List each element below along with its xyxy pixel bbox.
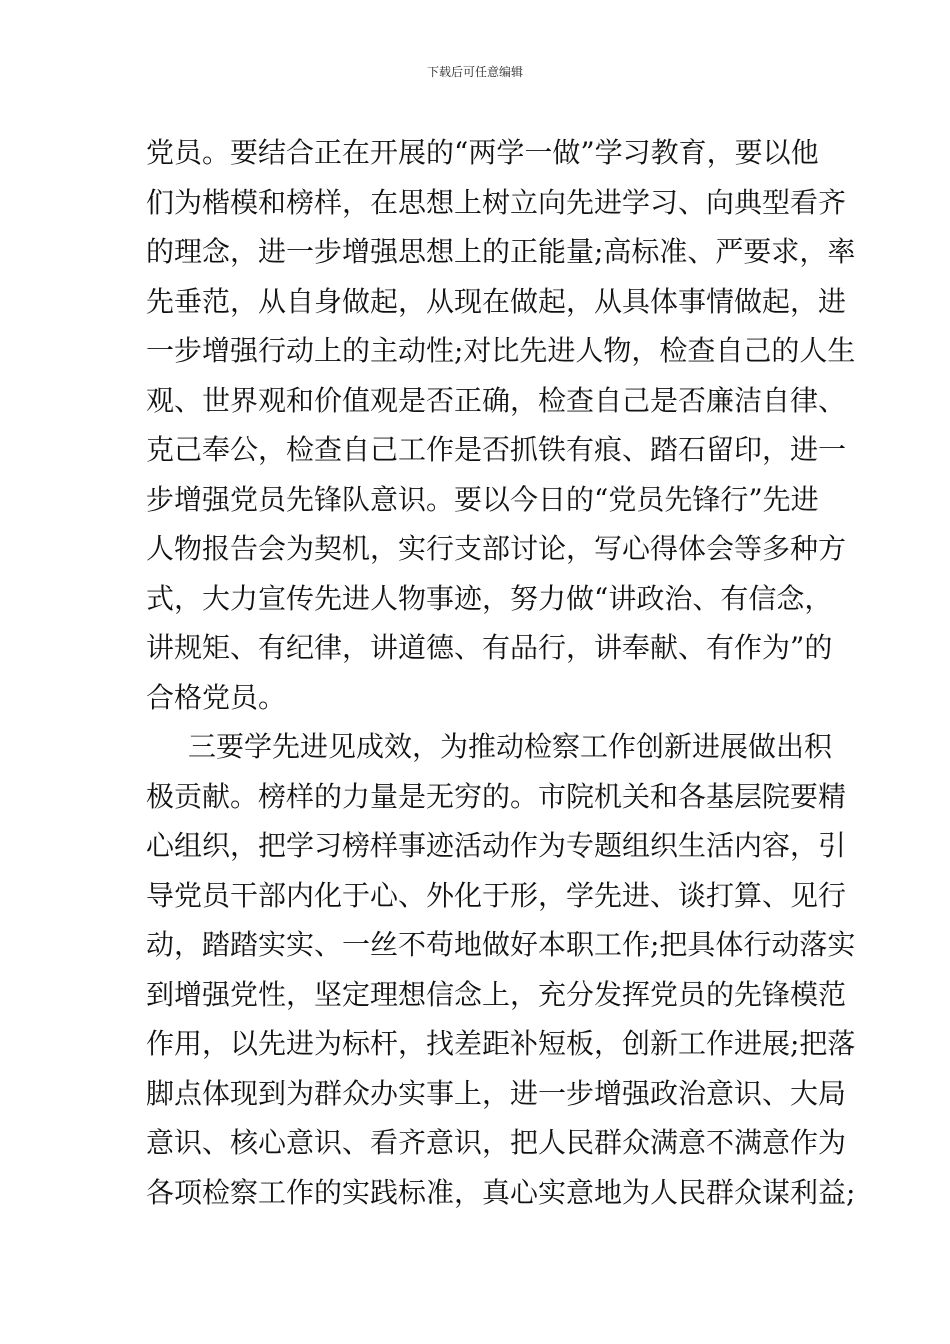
- paragraph-first-line: 三要学先进见成效，为推动检察工作创新进展做出积: [188, 730, 833, 763]
- text-line: 意识、核心意识、看齐意识，把人民群众满意不满意作为: [146, 1126, 847, 1159]
- text-line: 克己奉公，检查自己工作是否抓铁有痕、踏石留印，进一: [146, 433, 847, 466]
- text-line: 一步增强行动上的主动性;对比先进人物，检查自己的人生: [146, 334, 856, 367]
- text-line: 作用，以先进为标杆，找差距补短板，创新工作进展;把落: [146, 1027, 856, 1060]
- text-line: 党员。要结合正在开展的“两学一做”学习教育，要以他: [146, 136, 819, 169]
- text-line: 脚点体现到为群众办实事上，进一步增强政治意识、大局: [146, 1076, 847, 1110]
- text-line: 们为楷模和榜样，在思想上树立向先进学习、向典型看齐: [146, 185, 847, 219]
- text-line: 各项检察工作的实践标准，真心实意地为人民群众谋利益;: [146, 1175, 856, 1209]
- text-line: 到增强党性，坚定理想信念上，充分发挥党员的先锋模范: [146, 977, 847, 1011]
- page-header: 下载后可任意编辑: [426, 65, 523, 79]
- text-line: 合格党员。: [146, 680, 287, 714]
- text-line: 人物报告会为契机，实行支部讨论，写心得体会等多种方: [146, 532, 847, 565]
- text-line: 动，踏踏实实、一丝不苟地做好本职工作;把具体行动落实: [146, 928, 856, 961]
- text-line: 讲规矩、有纪律，讲道德、有品行，讲奉献、有作为”的: [146, 631, 833, 664]
- text-line: 步增强党员先锋队意识。要以今日的“党员先锋行”先进: [146, 482, 819, 516]
- document-body: [146, 128, 856, 1217]
- text-line: 先垂范，从自身做起，从现在做起，从具体事情做起，进: [146, 284, 847, 318]
- text-line: 的理念，进一步增强思想上的正能量;高标准、严要求，率: [146, 235, 856, 268]
- text-line: 式，大力宣传先进人物事迹，努力做“讲政治、有信念，: [146, 581, 833, 615]
- text-line: 心组织，把学习榜样事迹活动作为专题组织生活内容，引: [146, 829, 847, 862]
- text-line: 观、世界观和价值观是否正确，检查自己是否廉洁自律、: [146, 383, 847, 417]
- text-line: 导党员干部内化于心、外化于形，学先进、谈打算、见行: [146, 878, 847, 912]
- text-line: 极贡献。榜样的力量是无穷的。市院机关和各基层院要精: [146, 779, 847, 813]
